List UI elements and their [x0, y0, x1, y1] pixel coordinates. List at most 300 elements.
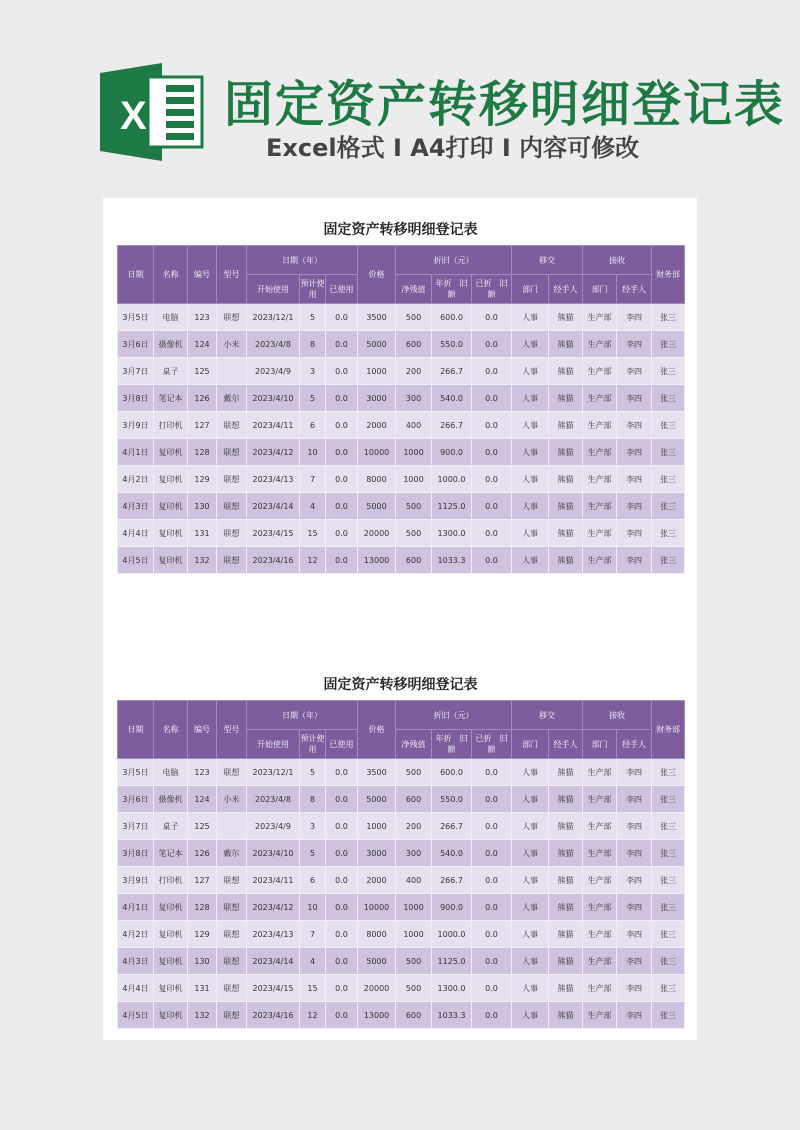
- table-cell: 复印机: [154, 1002, 188, 1029]
- table-cell: 0.0: [472, 948, 512, 975]
- table-row: [118, 840, 685, 867]
- table-cell: 0.0: [326, 867, 358, 894]
- table-cell: 0.0: [472, 759, 512, 786]
- header-t_handler: 经手人: [549, 275, 583, 304]
- sheet-1: [117, 215, 684, 574]
- table-cell: 15: [300, 520, 326, 547]
- table-cell: 0.0: [472, 867, 512, 894]
- table-cell: 0.0: [326, 439, 358, 466]
- table-cell: 0.0: [326, 840, 358, 867]
- table-cell: 2023/4/11: [247, 412, 300, 439]
- table-cell: 联想: [217, 493, 247, 520]
- table-cell: 8000: [358, 921, 396, 948]
- table-cell: 0.0: [472, 412, 512, 439]
- table-cell: 10000: [358, 894, 396, 921]
- table-cell: 李四: [617, 493, 652, 520]
- table-cell: 生产部: [583, 331, 617, 358]
- table-cell: 10000: [358, 439, 396, 466]
- table-cell: 张三: [652, 813, 685, 840]
- table-cell: 复印机: [154, 520, 188, 547]
- table-row: [118, 975, 685, 1002]
- table-cell: 人事: [512, 813, 549, 840]
- table-cell: 200: [396, 813, 432, 840]
- table-cell: 李四: [617, 331, 652, 358]
- table-cell: 生产部: [583, 867, 617, 894]
- table-cell: 0.0: [326, 466, 358, 493]
- table-cell: 0.0: [472, 1002, 512, 1029]
- header-start: 开始使用: [247, 730, 300, 759]
- table-cell: 1125.0: [432, 493, 472, 520]
- table-cell: 李四: [617, 759, 652, 786]
- header-depreciation: 折旧（元）: [396, 246, 512, 275]
- header-expected: 预计使用: [300, 275, 326, 304]
- table-row: [118, 520, 685, 547]
- table-cell: 4: [300, 493, 326, 520]
- table-cell: 0.0: [326, 304, 358, 331]
- table-cell: 500: [396, 759, 432, 786]
- table-cell: 联想: [217, 412, 247, 439]
- table-cell: 李四: [617, 840, 652, 867]
- svg-text:X: X: [120, 94, 147, 138]
- table-cell: 3: [300, 813, 326, 840]
- table-cell: 熊猫: [549, 493, 583, 520]
- table-cell: 540.0: [432, 385, 472, 412]
- table-cell: 600: [396, 1002, 432, 1029]
- header-price: 价格: [358, 701, 396, 759]
- header-net: 净残值: [396, 730, 432, 759]
- table-cell: 300: [396, 385, 432, 412]
- header-date: 日期: [118, 246, 154, 304]
- table-cell: 联想: [217, 894, 247, 921]
- table-cell: 复印机: [154, 948, 188, 975]
- table-cell: 8: [300, 786, 326, 813]
- table-cell: 3月6日: [118, 786, 154, 813]
- table-cell: 12: [300, 547, 326, 574]
- table-cell: 生产部: [583, 412, 617, 439]
- header-transfer: 移交: [512, 701, 583, 730]
- table-cell: 笔记本: [154, 385, 188, 412]
- table-cell: 266.7: [432, 412, 472, 439]
- table-cell: 熊猫: [549, 840, 583, 867]
- table-cell: 李四: [617, 786, 652, 813]
- table-cell: 123: [188, 759, 217, 786]
- table-cell: 0.0: [472, 304, 512, 331]
- table-cell: 熊猫: [549, 1002, 583, 1029]
- table-cell: 129: [188, 466, 217, 493]
- table-cell: 3: [300, 358, 326, 385]
- asset-table: [117, 700, 685, 1029]
- table-cell: 生产部: [583, 1002, 617, 1029]
- table-cell: 联想: [217, 975, 247, 1002]
- table-cell: 小米: [217, 786, 247, 813]
- table-cell: 桌子: [154, 358, 188, 385]
- table-cell: 联想: [217, 948, 247, 975]
- table-cell: 500: [396, 493, 432, 520]
- table-cell: 0.0: [326, 894, 358, 921]
- table-cell: 李四: [617, 304, 652, 331]
- table-cell: 266.7: [432, 358, 472, 385]
- table-cell: 0.0: [472, 439, 512, 466]
- table-cell: 人事: [512, 948, 549, 975]
- table-cell: 1000: [358, 358, 396, 385]
- table-cell: 生产部: [583, 840, 617, 867]
- table-cell: 0.0: [472, 331, 512, 358]
- table-cell: 600.0: [432, 304, 472, 331]
- table-cell: 熊猫: [549, 867, 583, 894]
- header-name: 名称: [154, 701, 188, 759]
- table-cell: 电脑: [154, 304, 188, 331]
- table-cell: 生产部: [583, 975, 617, 1002]
- table-cell: 2023/12/1: [247, 304, 300, 331]
- table-cell: 0.0: [472, 493, 512, 520]
- table-cell: 3500: [358, 304, 396, 331]
- table-cell: 电脑: [154, 759, 188, 786]
- table-cell: 300: [396, 840, 432, 867]
- table-row: [118, 867, 685, 894]
- table-cell: 20000: [358, 975, 396, 1002]
- table-cell: 戴尔: [217, 385, 247, 412]
- table-cell: 李四: [617, 412, 652, 439]
- table-cell: 生产部: [583, 358, 617, 385]
- table-cell: 复印机: [154, 466, 188, 493]
- table-cell: 人事: [512, 786, 549, 813]
- table-row: [118, 439, 685, 466]
- table-cell: 2023/4/12: [247, 894, 300, 921]
- header-finance: 财务部: [652, 701, 685, 759]
- table-cell: 900.0: [432, 894, 472, 921]
- header-expected: 预计使用: [300, 730, 326, 759]
- table-cell: 张三: [652, 786, 685, 813]
- table-cell: 李四: [617, 894, 652, 921]
- table-cell: 李四: [617, 385, 652, 412]
- table-row: [118, 547, 685, 574]
- table-cell: 联想: [217, 547, 247, 574]
- table-row: [118, 759, 685, 786]
- table-cell: 0.0: [326, 759, 358, 786]
- table-cell: 李四: [617, 948, 652, 975]
- table-cell: 联想: [217, 1002, 247, 1029]
- table-cell: 0.0: [472, 466, 512, 493]
- table-cell: 127: [188, 412, 217, 439]
- table-cell: 生产部: [583, 466, 617, 493]
- table-cell: 人事: [512, 493, 549, 520]
- table-cell: 熊猫: [549, 786, 583, 813]
- table-cell: 人事: [512, 520, 549, 547]
- table-cell: 0.0: [472, 547, 512, 574]
- table-cell: 131: [188, 975, 217, 1002]
- table-cell: 3月5日: [118, 759, 154, 786]
- table-cell: 戴尔: [217, 840, 247, 867]
- table-cell: 3500: [358, 759, 396, 786]
- table-row: [118, 331, 685, 358]
- header-used: 已使用: [326, 730, 358, 759]
- table-cell: 李四: [617, 975, 652, 1002]
- table-cell: 4月5日: [118, 547, 154, 574]
- table-cell: 4月5日: [118, 1002, 154, 1029]
- table-cell: 熊猫: [549, 975, 583, 1002]
- table-cell: 0.0: [326, 331, 358, 358]
- table-cell: 123: [188, 304, 217, 331]
- table-cell: 联想: [217, 921, 247, 948]
- table-cell: 550.0: [432, 786, 472, 813]
- sheet-title: 固定资产转移明细登记表: [323, 222, 478, 238]
- table-cell: 15: [300, 975, 326, 1002]
- table-cell: 2023/4/11: [247, 867, 300, 894]
- table-cell: 4月1日: [118, 894, 154, 921]
- table-cell: 124: [188, 331, 217, 358]
- table-cell: 复印机: [154, 921, 188, 948]
- table-cell: 李四: [617, 520, 652, 547]
- table-cell: 李四: [617, 813, 652, 840]
- header-start: 开始使用: [247, 275, 300, 304]
- table-cell: 400: [396, 867, 432, 894]
- table-cell: 张三: [652, 493, 685, 520]
- table-cell: 130: [188, 948, 217, 975]
- table-cell: 5: [300, 759, 326, 786]
- table-cell: 联想: [217, 466, 247, 493]
- header-r_handler: 经手人: [617, 275, 652, 304]
- table-cell: 8000: [358, 466, 396, 493]
- table-cell: 联想: [217, 759, 247, 786]
- table-cell: 熊猫: [549, 439, 583, 466]
- banner-title: 固定资产转移明细登记表: [224, 76, 786, 133]
- table-cell: 1000: [396, 439, 432, 466]
- table-cell: 500: [396, 948, 432, 975]
- table-cell: 3月9日: [118, 867, 154, 894]
- table-cell: 5000: [358, 493, 396, 520]
- table-cell: 500: [396, 520, 432, 547]
- table-cell: 600.0: [432, 759, 472, 786]
- table-cell: 131: [188, 520, 217, 547]
- table-cell: 人事: [512, 867, 549, 894]
- table-cell: 张三: [652, 520, 685, 547]
- table-cell: 1000: [358, 813, 396, 840]
- header-finance: 财务部: [652, 246, 685, 304]
- table-cell: 4月2日: [118, 466, 154, 493]
- table-cell: 20000: [358, 520, 396, 547]
- table-cell: 124: [188, 786, 217, 813]
- table-cell: 2023/4/8: [247, 786, 300, 813]
- table-cell: 0.0: [472, 921, 512, 948]
- table-cell: 0.0: [326, 921, 358, 948]
- table-cell: 0.0: [326, 948, 358, 975]
- sheet-2: [117, 670, 684, 1029]
- table-cell: 生产部: [583, 385, 617, 412]
- table-cell: 0.0: [326, 786, 358, 813]
- table-cell: 128: [188, 439, 217, 466]
- table-cell: 2023/12/1: [247, 759, 300, 786]
- table-cell: 熊猫: [549, 466, 583, 493]
- table-cell: 熊猫: [549, 921, 583, 948]
- table-cell: 500: [396, 975, 432, 1002]
- header-period: 日期（年）: [247, 701, 358, 730]
- table-cell: 6: [300, 867, 326, 894]
- table-cell: 10: [300, 894, 326, 921]
- table-cell: 7: [300, 466, 326, 493]
- header-model: 型号: [217, 246, 247, 304]
- table-cell: 8: [300, 331, 326, 358]
- table-cell: 生产部: [583, 786, 617, 813]
- table-cell: 3000: [358, 385, 396, 412]
- table-cell: 3月7日: [118, 813, 154, 840]
- table-cell: 熊猫: [549, 385, 583, 412]
- table-cell: 600: [396, 547, 432, 574]
- table-cell: 人事: [512, 1002, 549, 1029]
- table-cell: 联想: [217, 520, 247, 547]
- table-cell: 李四: [617, 921, 652, 948]
- table-cell: 1000: [396, 921, 432, 948]
- table-cell: 张三: [652, 331, 685, 358]
- header-name: 名称: [154, 246, 188, 304]
- table-cell: 0.0: [326, 520, 358, 547]
- table-cell: 张三: [652, 921, 685, 948]
- table-cell: 132: [188, 1002, 217, 1029]
- table-cell: 张三: [652, 304, 685, 331]
- table-cell: 张三: [652, 867, 685, 894]
- table-cell: 生产部: [583, 439, 617, 466]
- header-t_dept: 部门: [512, 730, 549, 759]
- table-cell: 人事: [512, 412, 549, 439]
- table-cell: 熊猫: [549, 358, 583, 385]
- table-row: [118, 894, 685, 921]
- table-cell: 0.0: [472, 813, 512, 840]
- table-row: [118, 813, 685, 840]
- table-row: [118, 921, 685, 948]
- header-r_handler: 经手人: [617, 730, 652, 759]
- table-cell: 266.7: [432, 867, 472, 894]
- table-cell: 2023/4/13: [247, 466, 300, 493]
- table-cell: 2023/4/9: [247, 358, 300, 385]
- table-cell: 摄像机: [154, 786, 188, 813]
- table-cell: 125: [188, 813, 217, 840]
- table-cell: 张三: [652, 759, 685, 786]
- table-cell: 人事: [512, 547, 549, 574]
- header-annual: 年折 旧额: [432, 275, 472, 304]
- header-r_dept: 部门: [583, 275, 617, 304]
- table-cell: 李四: [617, 439, 652, 466]
- table-cell: 2023/4/13: [247, 921, 300, 948]
- table-cell: 张三: [652, 547, 685, 574]
- table-cell: 2023/4/9: [247, 813, 300, 840]
- table-cell: 张三: [652, 975, 685, 1002]
- table-cell: 生产部: [583, 813, 617, 840]
- table-cell: 1000: [396, 894, 432, 921]
- table-cell: 熊猫: [549, 304, 583, 331]
- header-r_dept: 部门: [583, 730, 617, 759]
- header-accum: 已折 旧额: [472, 275, 512, 304]
- table-cell: 0.0: [326, 412, 358, 439]
- table-cell: 132: [188, 547, 217, 574]
- table-cell: 2023/4/15: [247, 975, 300, 1002]
- table-cell: 0.0: [326, 358, 358, 385]
- table-cell: 人事: [512, 385, 549, 412]
- table-cell: 4月4日: [118, 520, 154, 547]
- table-cell: 复印机: [154, 975, 188, 1002]
- table-cell: 540.0: [432, 840, 472, 867]
- table-cell: 联想: [217, 867, 247, 894]
- table-cell: 0.0: [326, 975, 358, 1002]
- table-cell: 人事: [512, 466, 549, 493]
- table-row: [118, 358, 685, 385]
- table-cell: 0.0: [326, 493, 358, 520]
- table-cell: 0.0: [472, 975, 512, 1002]
- table-cell: 13000: [358, 547, 396, 574]
- table-row: [118, 493, 685, 520]
- table-cell: 生产部: [583, 759, 617, 786]
- table-row: [118, 385, 685, 412]
- table-cell: 打印机: [154, 867, 188, 894]
- table-cell: 0.0: [472, 894, 512, 921]
- table-cell: 生产部: [583, 304, 617, 331]
- table-cell: 生产部: [583, 493, 617, 520]
- table-cell: 125: [188, 358, 217, 385]
- table-row: [118, 412, 685, 439]
- table-cell: 5000: [358, 786, 396, 813]
- table-cell: 1033.3: [432, 547, 472, 574]
- table-cell: 10: [300, 439, 326, 466]
- table-cell: 0.0: [326, 547, 358, 574]
- table-cell: 生产部: [583, 921, 617, 948]
- table-cell: 5000: [358, 948, 396, 975]
- table-cell: 13000: [358, 1002, 396, 1029]
- table-cell: 6: [300, 412, 326, 439]
- table-cell: 5: [300, 304, 326, 331]
- table-cell: 人事: [512, 894, 549, 921]
- table-cell: 熊猫: [549, 894, 583, 921]
- table-cell: 4月2日: [118, 921, 154, 948]
- table-cell: 600: [396, 331, 432, 358]
- table-cell: 熊猫: [549, 412, 583, 439]
- table-cell: 1125.0: [432, 948, 472, 975]
- table-cell: 熊猫: [549, 948, 583, 975]
- table-cell: 1300.0: [432, 975, 472, 1002]
- table-cell: 人事: [512, 439, 549, 466]
- table-cell: 人事: [512, 358, 549, 385]
- asset-table: [117, 245, 685, 574]
- table-cell: 0.0: [326, 1002, 358, 1029]
- table-cell: 3月5日: [118, 304, 154, 331]
- table-cell: 5: [300, 840, 326, 867]
- table-cell: 2000: [358, 412, 396, 439]
- table-cell: 600: [396, 786, 432, 813]
- table-cell: 复印机: [154, 894, 188, 921]
- table-cell: 人事: [512, 921, 549, 948]
- table-cell: 4月4日: [118, 975, 154, 1002]
- table-cell: 熊猫: [549, 813, 583, 840]
- table-cell: 人事: [512, 304, 549, 331]
- table-cell: 0.0: [326, 813, 358, 840]
- table-cell: 小米: [217, 331, 247, 358]
- header-net: 净残值: [396, 275, 432, 304]
- table-cell: 1000.0: [432, 921, 472, 948]
- table-cell: 3月7日: [118, 358, 154, 385]
- table-cell: 复印机: [154, 547, 188, 574]
- header-used: 已使用: [326, 275, 358, 304]
- table-cell: 摄像机: [154, 331, 188, 358]
- table-cell: 4: [300, 948, 326, 975]
- table-cell: 张三: [652, 894, 685, 921]
- table-cell: 张三: [652, 385, 685, 412]
- table-cell: 266.7: [432, 813, 472, 840]
- table-cell: 2023/4/14: [247, 493, 300, 520]
- table-cell: 联想: [217, 439, 247, 466]
- table-cell: 张三: [652, 840, 685, 867]
- table-cell: 128: [188, 894, 217, 921]
- table-cell: 李四: [617, 358, 652, 385]
- table-cell: 张三: [652, 412, 685, 439]
- table-row: [118, 304, 685, 331]
- table-row: [118, 466, 685, 493]
